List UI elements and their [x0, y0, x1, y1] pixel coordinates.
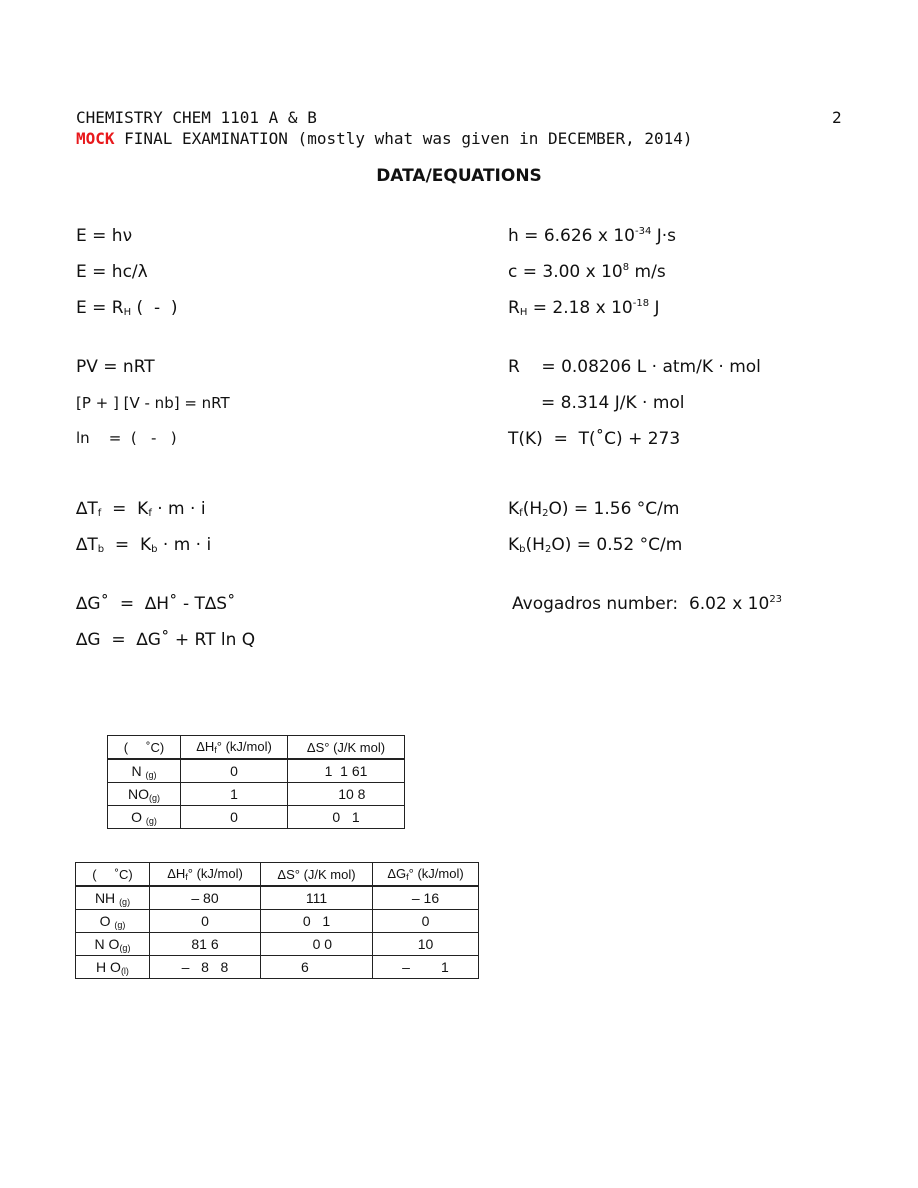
bp-part3: · m · i [157, 535, 212, 555]
dh-cell: 1 [181, 783, 288, 806]
fp-part3: · m · i [151, 499, 206, 519]
equation-e-hc: E = hc/λ [76, 262, 148, 282]
species-cell [108, 783, 181, 806]
avogadro-exp: 23 [769, 594, 783, 605]
equation-freezing-point [76, 499, 206, 519]
equation-ideal-gas: PV = nRT [76, 357, 155, 377]
dh-cell: 81 6 [150, 933, 261, 956]
constant-gas-r2: = 8.314 J/K · mol [541, 393, 685, 413]
species-formula: O [99, 912, 115, 929]
header-temperature: ( ˚C) [108, 736, 181, 760]
bp-part2: = K [104, 535, 152, 555]
species-cell [76, 910, 150, 933]
light-unit: m/s [629, 262, 666, 282]
section-title: DATA/EQUATIONS [376, 166, 542, 186]
constant-kb-water [508, 535, 682, 555]
species-formula: N [131, 762, 146, 779]
kb-sub2: 2 [544, 544, 552, 555]
equation-boiling-point [76, 535, 211, 555]
kb-value: O) = 0.52 °C/m [551, 535, 683, 555]
rh-sub: H [519, 307, 528, 318]
equation-e-hnu: E = hν [76, 226, 133, 246]
kf-part2: (H [522, 499, 543, 519]
table-row [76, 886, 479, 910]
ds-cell: 0 1 [288, 806, 405, 829]
dgf-sub: f [406, 872, 409, 882]
fp-sub2: f [148, 508, 152, 519]
table-row [76, 933, 479, 956]
kf-part: K [508, 499, 520, 519]
table-header-row [76, 863, 479, 887]
light-exp: 8 [622, 262, 630, 273]
header-ds: ΔS° (J/K mol) [261, 863, 373, 887]
constant-avogadro [512, 594, 782, 614]
species-phase: (g) [119, 942, 131, 953]
exam-title-rest: FINAL EXAMINATION (mostly what was given in DECEMBER, 2014) [114, 129, 693, 148]
header-dgf [373, 863, 479, 887]
table-row [108, 783, 405, 806]
ds-cell: 10 8 [288, 783, 405, 806]
equation-rydberg [76, 298, 178, 318]
rh-part: R [508, 298, 520, 318]
dh-cell: 0 [150, 910, 261, 933]
planck-exp: -34 [635, 226, 652, 237]
fp-part2: = K [101, 499, 149, 519]
rydberg-eq-part: E = R [76, 298, 124, 318]
kf-sub2: 2 [542, 508, 549, 519]
equation-ln: ln = ( - ) [76, 429, 177, 447]
constant-gas-r1: R = 0.08206 L · atm/K · mol [508, 357, 761, 377]
dhf-sub: f [185, 872, 188, 882]
species-formula: O [131, 808, 146, 825]
rh-part2: = 2.18 x 10 [527, 298, 633, 318]
header-dhf [181, 736, 288, 760]
table-row [108, 759, 405, 783]
constant-planck [508, 226, 676, 246]
equation-kelvin: T(K) = T(˚C) + 273 [508, 429, 681, 449]
rh-unit: J [649, 298, 660, 318]
constant-light-speed [508, 262, 666, 282]
dh-cell: – 8 8 [150, 956, 261, 979]
thermo-table-1 [107, 735, 405, 829]
rh-exp: -18 [632, 298, 650, 309]
species-formula: NH [94, 889, 120, 906]
species-cell [76, 886, 150, 910]
dhf-unit: ° (kJ/mol) [216, 739, 272, 754]
avogadro-part: Avogadros number: 6.02 x 10 [512, 594, 770, 614]
table-row [108, 806, 405, 829]
course-title: CHEMISTRY CHEM 1101 A & B [76, 108, 317, 127]
page-number: 2 [832, 108, 842, 127]
equation-gibbs: ∆G = ∆G˚ + RT ln Q [76, 630, 256, 650]
species-phase: (g) [149, 792, 160, 803]
species-cell [76, 933, 150, 956]
species-cell [76, 956, 150, 979]
table-header-row [108, 736, 405, 760]
kb-part: K [508, 535, 520, 555]
fp-sub: f [97, 508, 102, 519]
species-phase: (g) [119, 896, 131, 907]
header-ds: ΔS° (J/K mol) [288, 736, 405, 760]
planck-part: h = 6.626 x 10 [508, 226, 635, 246]
dh-cell: 0 [181, 806, 288, 829]
dh-cell: 0 [181, 759, 288, 783]
rydberg-eq-rest: ( - ) [131, 298, 178, 318]
bp-sub2: b [151, 544, 158, 555]
ds-cell: 0 1 [261, 910, 373, 933]
dhf-sub: f [214, 745, 217, 755]
equation-gibbs-standard: ∆G˚ = ∆H˚ - T∆S˚ [76, 594, 236, 614]
ds-cell: 1 1 61 [288, 759, 405, 783]
fp-part: ∆T [76, 499, 98, 519]
species-phase: (g) [145, 769, 157, 780]
species-formula: NO [128, 785, 149, 802]
dg-cell: 0 [373, 910, 479, 933]
bp-part: ∆T [76, 535, 98, 555]
exam-title [76, 129, 693, 148]
dgf-symbol: ΔG [387, 866, 407, 881]
light-part: c = 3.00 x 10 [508, 262, 623, 282]
species-phase: (g) [145, 815, 157, 826]
kb-part2: (H [525, 535, 545, 555]
header-dhf [150, 863, 261, 887]
thermo-table-2 [75, 862, 479, 979]
constant-kf-water [508, 499, 679, 519]
dg-cell: – 1 [373, 956, 479, 979]
dh-cell: – 80 [150, 886, 261, 910]
species-formula: H O [96, 958, 121, 975]
dg-cell: 10 [373, 933, 479, 956]
species-phase: (g) [114, 919, 126, 930]
mock-label: MOCK [76, 129, 115, 148]
table-row [76, 910, 479, 933]
ds-cell: 111 [261, 886, 373, 910]
table-row [76, 956, 479, 979]
equation-van-der-waals: [P + ] [V - nb] = nRT [76, 394, 230, 412]
kf-sub: f [519, 508, 523, 519]
species-cell [108, 806, 181, 829]
dhf-symbol: ΔH [167, 866, 186, 881]
species-formula: N O [94, 935, 120, 952]
kb-sub: b [519, 544, 526, 555]
constant-rydberg [508, 298, 660, 318]
planck-unit: J·s [651, 226, 677, 246]
dhf-unit: ° (kJ/mol) [187, 866, 243, 881]
header-temperature: ( ˚C) [76, 863, 150, 887]
ds-cell: 0 0 [261, 933, 373, 956]
rydberg-eq-sub: H [123, 307, 132, 318]
bp-sub: b [97, 544, 105, 555]
dgf-unit: ° (kJ/mol) [408, 866, 464, 881]
species-phase: (l) [120, 965, 129, 976]
species-cell [108, 759, 181, 783]
ds-cell: 6 [261, 956, 373, 979]
dg-cell: – 16 [373, 886, 479, 910]
dhf-symbol: ΔH [196, 739, 215, 754]
kf-value: O) = 1.56 °C/m [548, 499, 680, 519]
